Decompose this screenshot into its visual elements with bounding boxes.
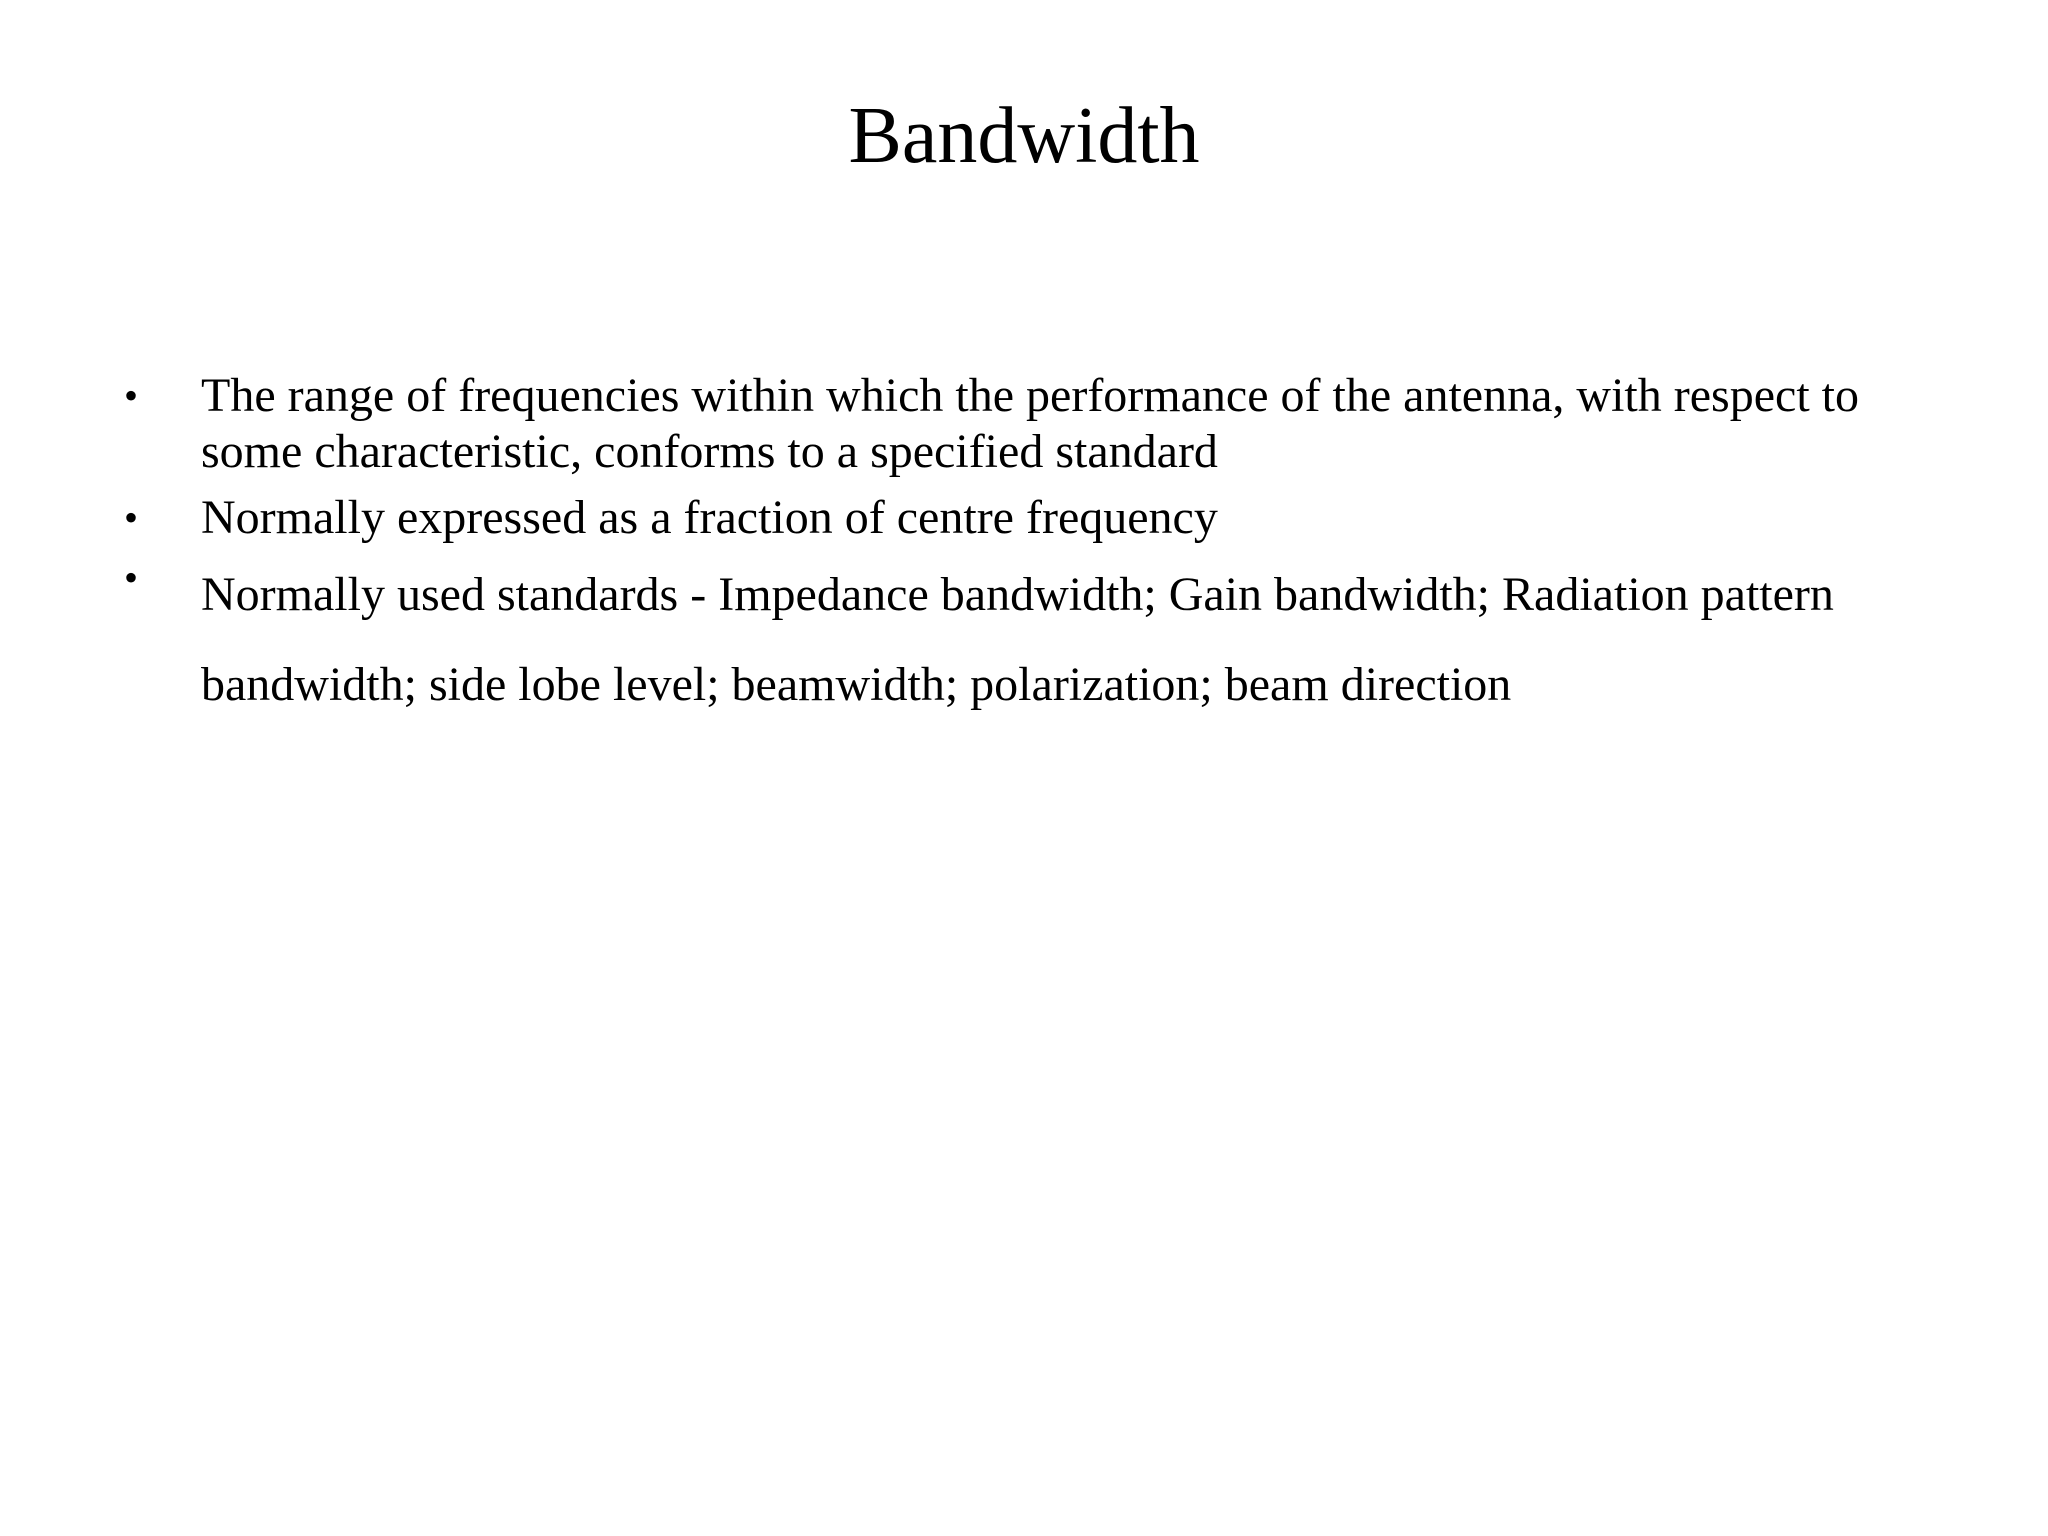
bullet-item-fraction [124,490,1964,546]
bullet-item-range-definition [124,368,1964,480]
bullet-marker: • [124,373,139,418]
bullet-text: Normally used standards - Impedance bandwidth; Gain bandwidth; Radiation pattern bandwidth; side lobe level; beamwidth; polarization; beam direction [201,568,1834,711]
bullet-item-standards [124,550,1964,730]
bullet-list [124,368,1964,730]
bullet-marker: • [124,555,139,600]
bullet-text: Normally expressed as a fraction of centre frequency [201,491,1218,544]
bullet-text: The range of frequencies within which the performance of the antenna, with respect to some characteristic, conforms to a specified standard [201,369,1859,478]
bullet-marker: • [124,495,139,540]
slide-title: Bandwidth [848,92,1200,180]
